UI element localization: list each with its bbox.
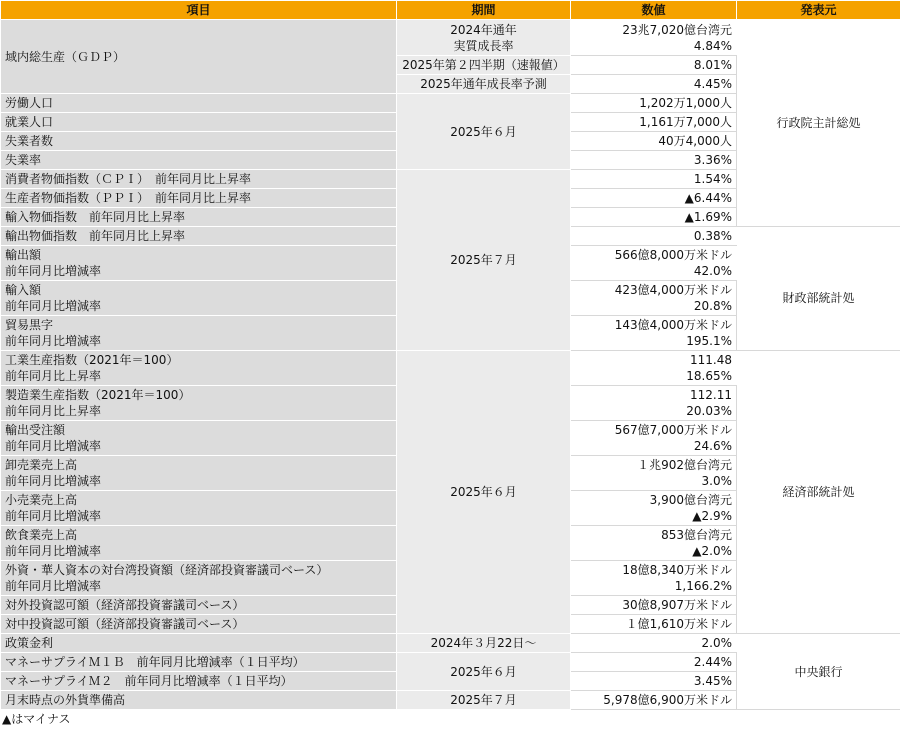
item-cell: 貿易黒字 前年同月比増減率 [1, 316, 397, 351]
item-cell: 失業者数 [1, 132, 397, 151]
value-cell: 18億8,340万米ドル 1,166.2% [571, 561, 737, 596]
footnote: ▲はマイナス [2, 712, 71, 726]
value-cell: 5,978億6,900万米ドル [571, 691, 737, 710]
publisher-cell: 経済部統計処 [737, 351, 900, 634]
item-cell: 月末時点の外貨準備高 [1, 691, 397, 710]
value-cell: 2.44% [571, 653, 737, 672]
table-row [1, 634, 900, 653]
period-cell: 2025年通年成長率予測 [397, 75, 571, 94]
item-cell: 輸入物価指数 前年同月比上昇率 [1, 208, 397, 227]
period-cell: 2025年７月 [397, 691, 571, 710]
value-cell: ▲6.44% [571, 189, 737, 208]
publisher-cell: 行政院主計総処 [737, 20, 900, 227]
period-cell: 2025年６月 [397, 351, 571, 634]
item-cell: 輸出額 前年同月比増減率 [1, 246, 397, 281]
item-cell: 輸出受注額 前年同月比増減率 [1, 421, 397, 456]
value-cell: 853億台湾元 ▲2.0% [571, 526, 737, 561]
value-cell: 3.36% [571, 151, 737, 170]
value-cell: 23兆7,020億台湾元 4.84% [571, 20, 737, 56]
item-cell: 政策金利 [1, 634, 397, 653]
value-cell: １億1,610万米ドル [571, 615, 737, 634]
value-cell: 1.54% [571, 170, 737, 189]
value-cell: 111.48 18.65% [571, 351, 737, 386]
publisher-cell: 中央銀行 [737, 634, 900, 710]
value-cell: 1,202万1,000人 [571, 94, 737, 113]
value-cell: 423億4,000万米ドル 20.8% [571, 281, 737, 316]
period-cell: 2025年第２四半期（速報値） [397, 56, 571, 75]
value-cell: 567億7,000万米ドル 24.6% [571, 421, 737, 456]
value-cell: 3,900億台湾元 ▲2.9% [571, 491, 737, 526]
value-cell: 4.45% [571, 75, 737, 94]
header-row [1, 1, 900, 20]
value-cell: 30億8,907万米ドル [571, 596, 737, 615]
item-cell: 失業率 [1, 151, 397, 170]
period-cell: 2024年３月22日～ [397, 634, 571, 653]
item-cell: 飲食業売上高 前年同月比増減率 [1, 526, 397, 561]
header-period: 期間 [397, 1, 571, 20]
item-cell: 生産者物価指数（ＰＰＩ） 前年同月比上昇率 [1, 189, 397, 208]
item-cell: 消費者物価指数（ＣＰＩ） 前年同月比上昇率 [1, 170, 397, 189]
value-cell: 8.01% [571, 56, 737, 75]
value-cell: 112.11 20.03% [571, 386, 737, 421]
value-cell: 40万4,000人 [571, 132, 737, 151]
value-cell: 0.38% [571, 227, 737, 246]
item-cell: 対中投資認可額（経済部投資審議司ベース） [1, 615, 397, 634]
item-cell: 小売業売上高 前年同月比増減率 [1, 491, 397, 526]
header-publisher: 発表元 [737, 1, 900, 20]
item-cell: マネーサプライＭ１Ｂ 前年同月比増減率（１日平均） [1, 653, 397, 672]
table-row [1, 351, 900, 386]
period-cell: 2025年６月 [397, 653, 571, 691]
item-cell: 対外投資認可額（経済部投資審議司ベース） [1, 596, 397, 615]
header-value: 数値 [571, 1, 737, 20]
item-cell: 輸出物価指数 前年同月比上昇率 [1, 227, 397, 246]
item-cell: 労働人口 [1, 94, 397, 113]
value-cell: 143億4,000万米ドル 195.1% [571, 316, 737, 351]
item-cell: 外資・華人資本の対台湾投資額（経済部投資審議司ベース） 前年同月比増減率 [1, 561, 397, 596]
item-cell: 域内総生産（ＧＤＰ） [1, 20, 397, 94]
item-cell: 工業生産指数（2021年＝100） 前年同月比上昇率 [1, 351, 397, 386]
item-cell: 就業人口 [1, 113, 397, 132]
item-cell: 製造業生産指数（2021年＝100） 前年同月比上昇率 [1, 386, 397, 421]
period-cell: 2025年６月 [397, 94, 571, 170]
item-cell: マネーサプライＭ２ 前年同月比増減率（１日平均） [1, 672, 397, 691]
period-cell: 2024年通年 実質成長率 [397, 20, 571, 56]
item-cell: 輸入額 前年同月比増減率 [1, 281, 397, 316]
value-cell: 566億8,000万米ドル 42.0% [571, 246, 737, 281]
value-cell: 3.45% [571, 672, 737, 691]
value-cell: 2.0% [571, 634, 737, 653]
header-item: 項目 [1, 1, 397, 20]
publisher-cell: 財政部統計処 [737, 246, 900, 351]
value-cell: １兆902億台湾元 3.0% [571, 456, 737, 491]
item-cell: 卸売業売上高 前年同月比増減率 [1, 456, 397, 491]
table-row [1, 20, 900, 56]
value-cell: ▲1.69% [571, 208, 737, 227]
period-cell: 2025年７月 [397, 170, 571, 351]
value-cell: 1,161万7,000人 [571, 113, 737, 132]
